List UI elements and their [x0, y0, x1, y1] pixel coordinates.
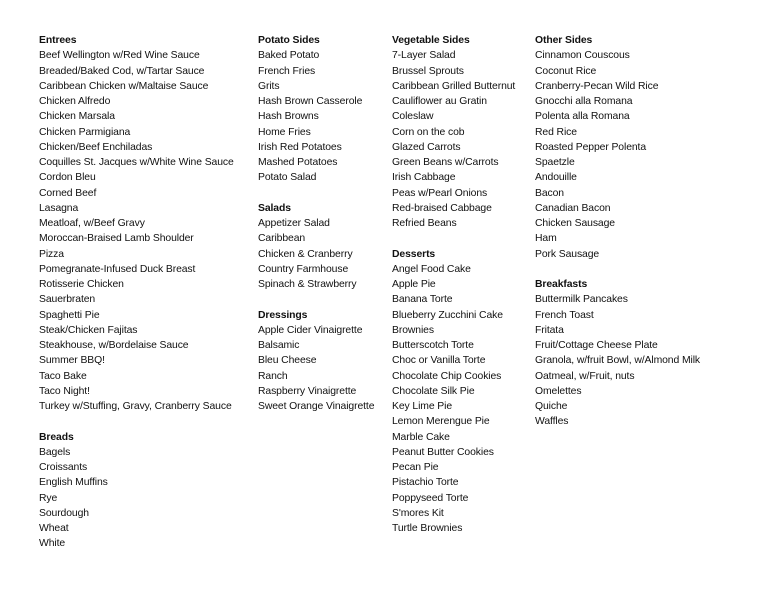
section-heading: Potato Sides	[258, 35, 320, 46]
section-heading: Breakfasts	[535, 279, 588, 290]
menu-item: Angel Food Cake	[392, 263, 471, 275]
menu-item: Oatmeal, w/Fruit, nuts	[535, 370, 635, 382]
menu-item: Raspberry Vinaigrette	[258, 385, 357, 397]
menu-item-list	[392, 262, 515, 537]
menu-item: Brownies	[392, 324, 434, 336]
menu-item: Chicken & Cranberry	[258, 248, 353, 260]
menu-section-other-sides	[535, 33, 700, 262]
menu-item: Potato Salad	[258, 172, 317, 184]
menu-item: Hash Brown Casserole	[258, 96, 363, 107]
menu-section-potato-sides	[258, 33, 374, 186]
menu-item: Lasagna	[39, 202, 79, 214]
menu-item: Pork Sausage	[535, 248, 600, 260]
menu-item: Croissants	[39, 462, 88, 473]
menu-item: Refried Beans	[392, 218, 457, 229]
menu-item: Poppyseed Torte	[392, 492, 469, 504]
menu-item: Brussel Sprouts	[392, 65, 464, 77]
menu-section-breakfasts	[535, 277, 700, 430]
menu-item: Caribbean Chicken w/Maltaise Sauce	[39, 80, 209, 92]
menu-section-entrees	[39, 33, 234, 414]
menu-item: Balsamic	[258, 340, 300, 351]
menu-item: Buttermilk Pancakes	[535, 294, 628, 306]
menu-item: Spaetzle	[535, 157, 575, 168]
menu-item: Spaghetti Pie	[39, 309, 100, 321]
menu-item-list	[258, 323, 374, 415]
section-heading: Breads	[39, 431, 74, 443]
menu-item: Corn on the cob	[392, 126, 465, 138]
menu-item: Spinach & Strawberry	[258, 279, 357, 290]
menu-item: Steak/Chicken Fajitas	[39, 324, 138, 336]
menu-item: Cauliflower au Gratin	[392, 96, 487, 107]
menu-item: Ham	[535, 233, 557, 245]
menu-item: Key Lime Pie	[392, 401, 453, 412]
menu-item: Peas w/Pearl Onions	[392, 187, 488, 199]
menu-item: Irish Red Potatoes	[258, 141, 342, 153]
menu-item: Caribbean Grilled Butternut	[392, 80, 516, 92]
menu-item: Omelettes	[535, 385, 582, 397]
section-heading: Entrees	[39, 35, 77, 46]
menu-item-list	[258, 48, 374, 185]
menu-item-list	[392, 48, 515, 231]
menu-item: Corned Beef	[39, 187, 97, 199]
menu-item: White	[39, 538, 66, 550]
menu-item: Coquilles St. Jacques w/White Wine Sauce	[39, 157, 234, 168]
menu-item: Breaded/Baked Cod, w/Tartar Sauce	[39, 65, 205, 77]
menu-item: Caribbean	[258, 233, 306, 245]
menu-item: Choc or Vanilla Torte	[392, 355, 486, 367]
menu-item: Bacon	[535, 187, 564, 199]
section-heading: Vegetable Sides	[392, 35, 470, 46]
menu-item: Turtle Brownies	[392, 523, 463, 534]
menu-item: Polenta alla Romana	[535, 111, 630, 123]
menu-section-desserts	[392, 247, 515, 537]
menu-item: Moroccan-Braised Lamb Shoulder	[39, 233, 194, 245]
menu-item: Fruit/Cottage Cheese Plate	[535, 340, 658, 351]
menu-item-list	[535, 48, 700, 262]
menu-section-dressings	[258, 308, 374, 415]
menu-item: Andouille	[535, 172, 577, 184]
menu-item: Sweet Orange Vinaigrette	[258, 401, 375, 412]
menu-item: Butterscotch Torte	[392, 340, 474, 351]
menu-item: Chocolate Silk Pie	[392, 385, 475, 397]
menu-item: Green Beans w/Carrots	[392, 157, 499, 168]
menu-item: Appetizer Salad	[258, 218, 330, 229]
menu-item: Marble Cake	[392, 431, 450, 443]
menu-item: Blueberry Zucchini Cake	[392, 309, 503, 321]
menu-item: Grits	[258, 80, 280, 92]
section-heading: Other Sides	[535, 35, 593, 46]
menu-item: Waffles	[535, 416, 569, 428]
menu-item: Chicken Marsala	[39, 111, 115, 123]
menu-item: Gnocchi alla Romana	[535, 96, 633, 107]
menu-item: Ranch	[258, 370, 288, 382]
menu-item-list	[535, 292, 700, 429]
menu-item: Lemon Merengue Pie	[392, 416, 490, 428]
menu-column-2	[258, 33, 374, 414]
menu-item: Canadian Bacon	[535, 202, 611, 214]
menu-item: Meatloaf, w/Beef Gravy	[39, 218, 145, 229]
menu-item: Steakhouse, w/Bordelaise Sauce	[39, 340, 189, 351]
menu-item-list	[39, 48, 234, 414]
menu-item: Chicken Parmigiana	[39, 126, 131, 138]
menu-item: Irish Cabbage	[392, 172, 456, 184]
menu-item: Fritata	[535, 324, 564, 336]
menu-item: Beef Wellington w/Red Wine Sauce	[39, 50, 200, 62]
menu-item: Pecan Pie	[392, 462, 439, 473]
menu-item: French Fries	[258, 65, 316, 77]
menu-item: Quiche	[535, 401, 568, 412]
menu-item: Banana Torte	[392, 294, 453, 306]
menu-item: Chicken Sausage	[535, 218, 615, 229]
menu-item: Glazed Carrots	[392, 141, 461, 153]
menu-item: Sourdough	[39, 507, 89, 519]
menu-item: Coconut Rice	[535, 65, 597, 77]
menu-item: Red-braised Cabbage	[392, 202, 492, 214]
menu-item: Mashed Potatoes	[258, 157, 338, 168]
menu-item: Wheat	[39, 523, 69, 534]
menu-item: Cinnamon Couscous	[535, 50, 630, 62]
menu-item: Chicken/Beef Enchiladas	[39, 141, 153, 153]
menu-item: English Muffins	[39, 477, 108, 489]
menu-item: Red Rice	[535, 126, 577, 138]
menu-section-breads	[39, 430, 234, 552]
menu-item: Apple Pie	[392, 279, 436, 290]
menu-item: 7-Layer Salad	[392, 50, 456, 62]
menu-item: Granola, w/fruit Bowl, w/Almond Milk	[535, 355, 701, 367]
menu-item: Taco Bake	[39, 370, 87, 382]
menu-item: Cranberry-Pecan Wild Rice	[535, 80, 659, 92]
section-heading: Dressings	[258, 309, 308, 321]
menu-item: Roasted Pepper Polenta	[535, 141, 647, 153]
menu-item: Pomegranate-Infused Duck Breast	[39, 263, 196, 275]
menu-section-vegetable-sides	[392, 33, 515, 231]
menu-item: Rye	[39, 492, 58, 504]
menu-item: Home Fries	[258, 126, 311, 138]
section-heading: Salads	[258, 202, 291, 214]
menu-item: S'mores Kit	[392, 507, 444, 519]
menu-item: Summer BBQ!	[39, 355, 105, 367]
menu-item: Bleu Cheese	[258, 355, 317, 367]
menu-item: Coleslaw	[392, 111, 434, 123]
menu-item: Pizza	[39, 248, 64, 260]
menu-item: French Toast	[535, 309, 594, 321]
menu-item: Turkey w/Stuffing, Gravy, Cranberry Sauce	[39, 401, 232, 412]
menu-item: Hash Browns	[258, 111, 319, 123]
menu-section-salads	[258, 201, 374, 293]
menu-item: Taco Night!	[39, 385, 90, 397]
menu-item: Country Farmhouse	[258, 263, 349, 275]
section-heading: Desserts	[392, 248, 436, 260]
menu-item: Apple Cider Vinaigrette	[258, 324, 363, 336]
menu-item: Rotisserie Chicken	[39, 279, 124, 290]
menu-column-1	[39, 33, 234, 552]
menu-item: Chocolate Chip Cookies	[392, 370, 502, 382]
menu-item: Chicken Alfredo	[39, 96, 111, 107]
menu-item: Baked Potato	[258, 50, 320, 62]
menu-item-list	[258, 216, 374, 292]
menu-item: Cordon Bleu	[39, 172, 96, 184]
menu-item: Pistachio Torte	[392, 477, 459, 489]
menu-item-list	[39, 445, 234, 552]
menu-item: Bagels	[39, 446, 71, 458]
menu-column-4	[535, 33, 700, 430]
menu-item: Sauerbraten	[39, 294, 96, 306]
menu-item: Peanut Butter Cookies	[392, 446, 494, 458]
menu-column-3	[392, 33, 515, 536]
